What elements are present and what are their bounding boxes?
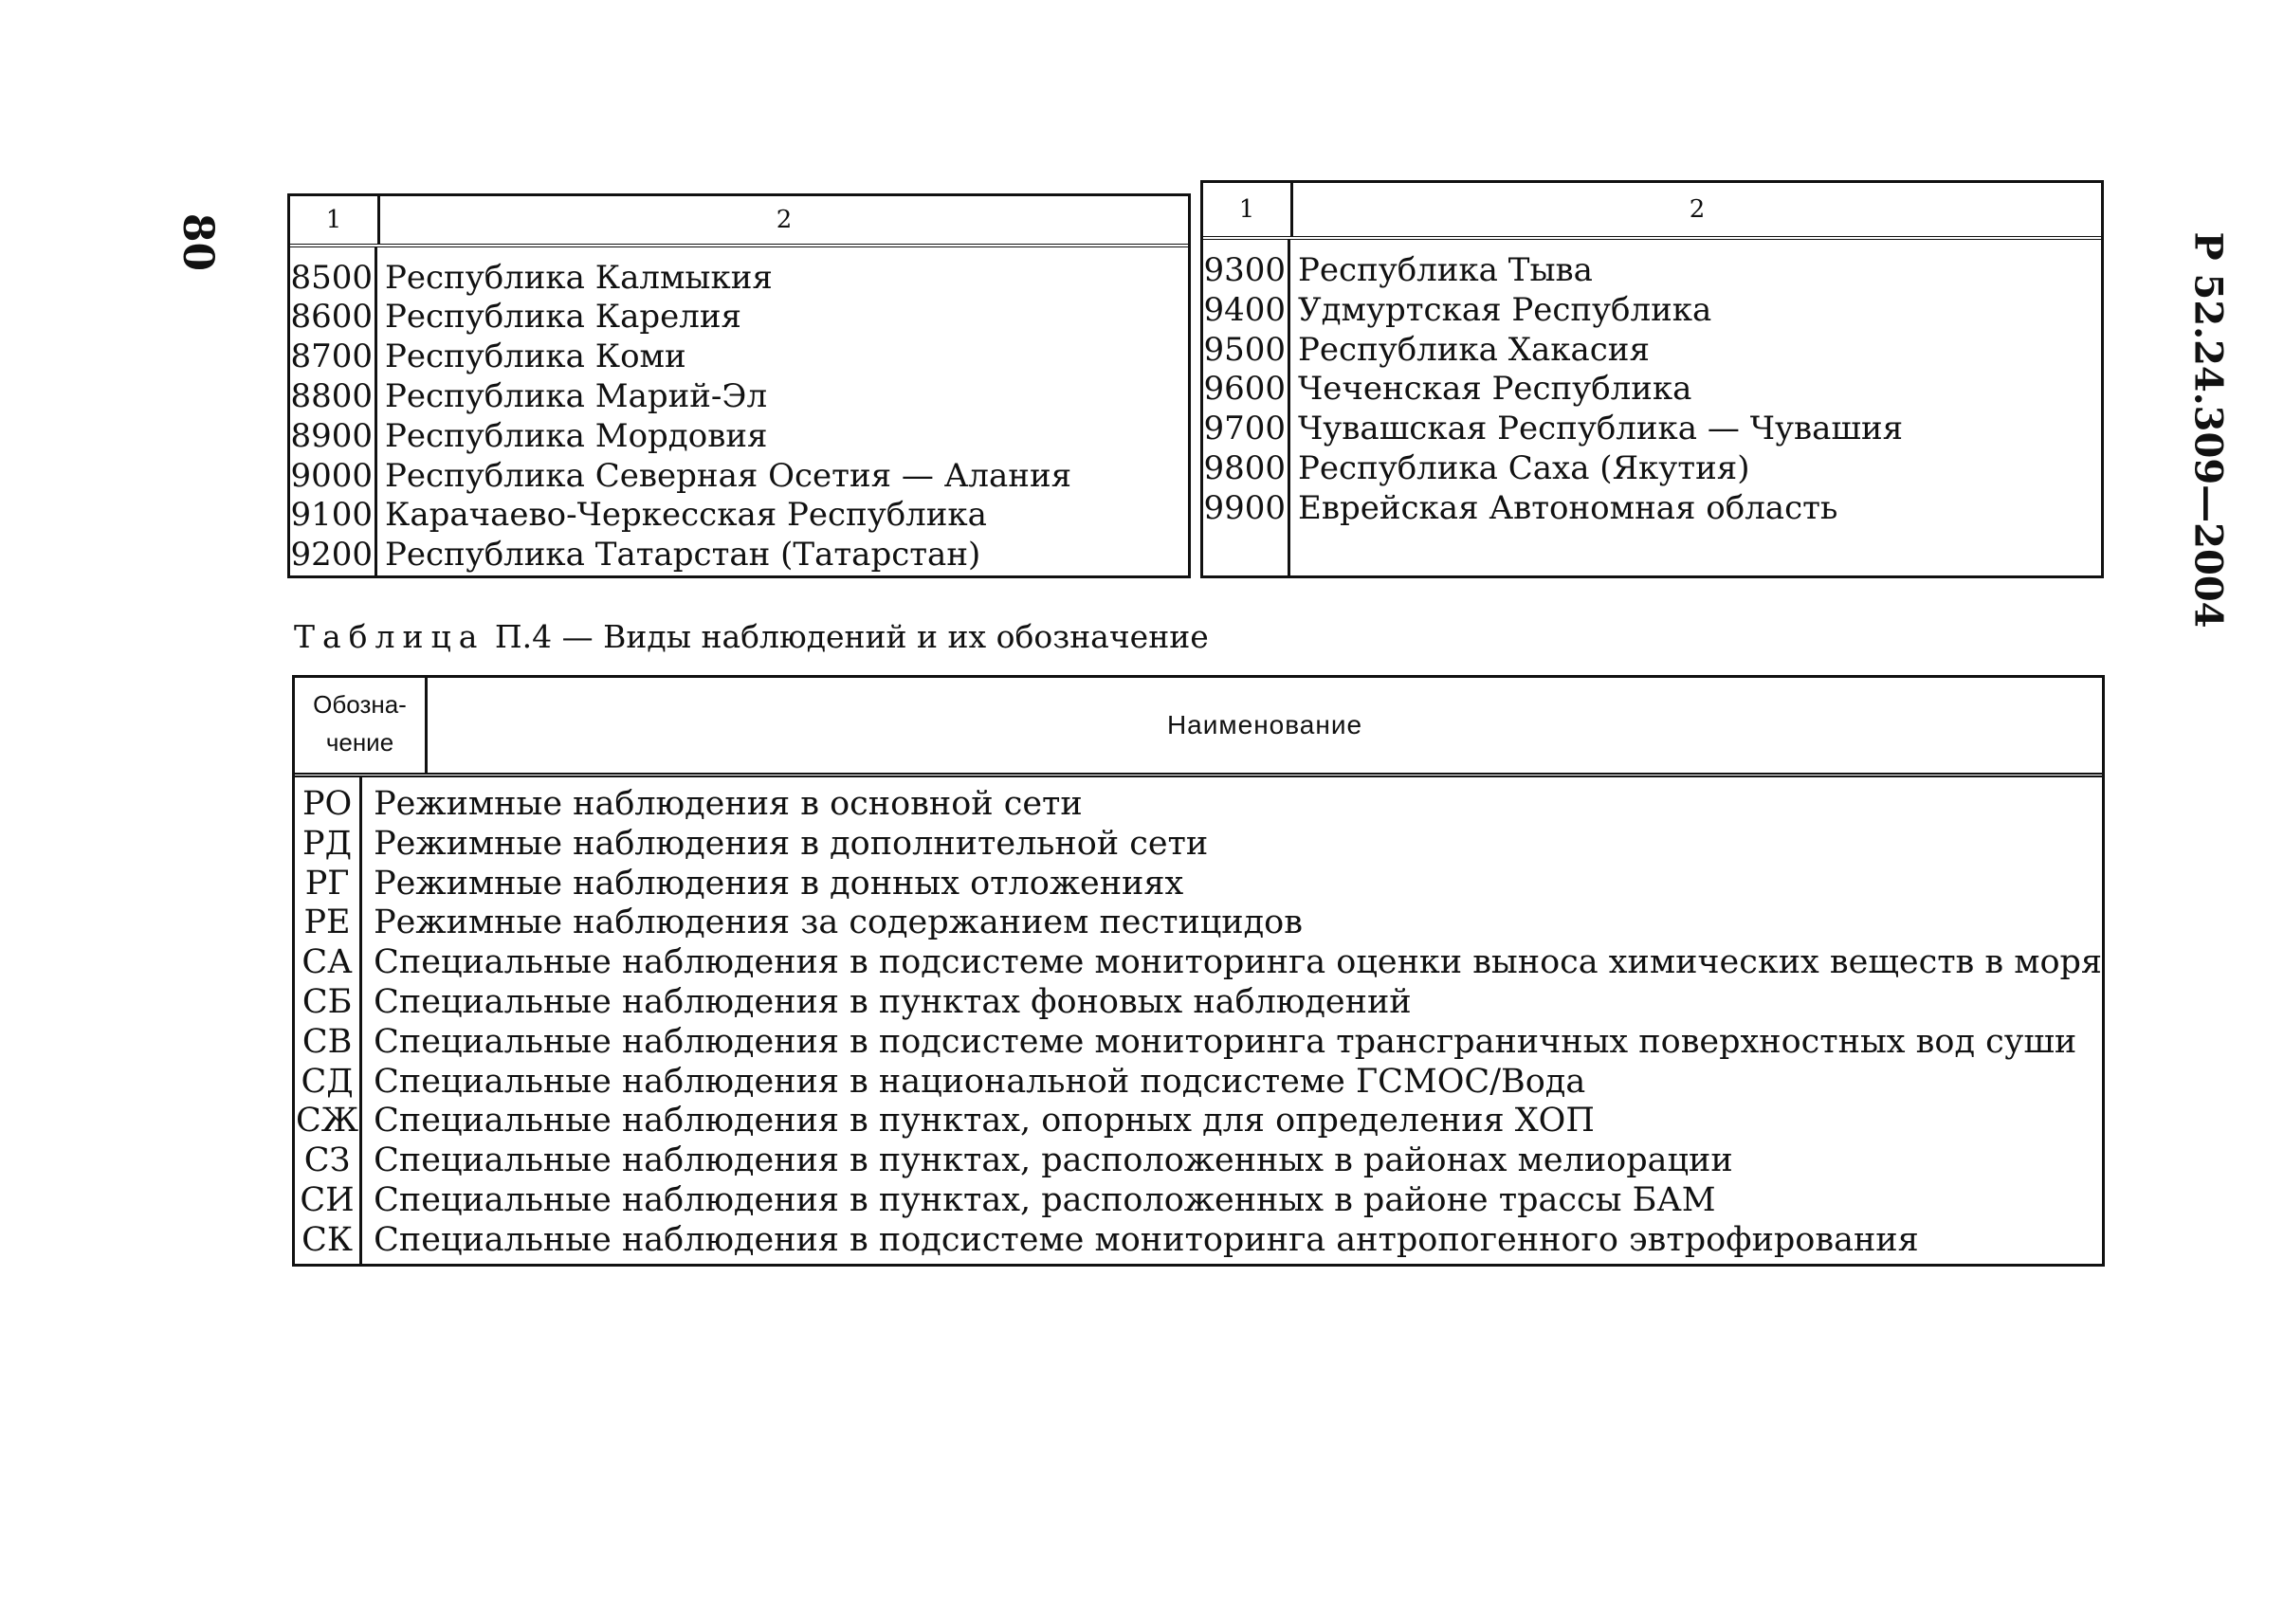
observation-name: Специальные наблюдения в пунктах, расположенных в районе трассы БАМ [374,1180,1716,1219]
region-code: 9500 [1203,330,1286,369]
observation-name: Режимные наблюдения в дополнительной сети [374,824,1209,863]
observation-name: Специальные наблюдения в пунктах фоновых наблюдений [374,982,1412,1021]
observation-code: РО [301,785,353,823]
header-col-2: 2 [1689,195,1706,224]
region-code: 9300 [1203,251,1286,289]
region-name: Еврейская Автономная область [1298,488,1838,527]
observation-code: СИ [300,1180,355,1219]
header-col-2: 2 [776,205,793,234]
observation-name: Специальные наблюдения в подсистеме мониторинга антропогенного эвтрофирования [374,1220,1919,1259]
region-code: 8500 [290,258,373,297]
observation-code: СВ [301,1022,353,1061]
header-code-line-2: чение [325,728,394,757]
region-name: Республика Коми [385,338,686,376]
code-column [1203,240,1290,575]
region-code: 9900 [1203,488,1286,527]
region-name: Республика Татарстан (Татарстан) [385,536,981,575]
observation-code: СК [301,1220,353,1259]
region-code: 8600 [290,298,373,337]
observation-code: СЖ [296,1102,359,1140]
name-column [362,777,2102,1264]
region-name: Республика Тыва [1298,251,1593,289]
header-code-line-1: Обозна- [313,690,407,719]
regions-table-right [1200,180,2104,578]
name-column [377,247,1188,575]
observation-code: СБ [301,982,353,1021]
region-name: Удмуртская Республика [1298,290,1712,329]
caption-prefix: Таблица [294,618,485,655]
observation-name: Специальные наблюдения в подсистеме мониторинга оценки выноса химических веществ в моря [374,943,2102,982]
code-column [295,777,362,1264]
observation-code: РГ [304,864,350,903]
header-code [295,678,428,773]
header-name: Наименование [1166,710,1363,739]
header-col-1: 1 [290,196,380,244]
table-header [295,678,2102,777]
region-code: 9700 [1203,410,1286,448]
table-caption [294,618,1209,655]
document-code: Р 52.24.309—2004 [2185,231,2231,629]
region-name: Республика Калмыкия [385,258,773,297]
region-name: Республика Саха (Якутия) [1298,448,1750,487]
observation-code: СД [301,1062,354,1101]
region-code: 9400 [1203,290,1286,329]
region-name: Республика Карелия [385,298,741,337]
region-code: 8700 [290,338,373,376]
table-body [290,247,1188,575]
code-column [290,247,377,575]
page-number: 80 [174,212,223,272]
regions-table [287,180,2104,578]
region-name: Республика Марий-Эл [385,377,768,416]
region-code: 9100 [290,496,373,535]
table-body [295,777,2102,1264]
observation-code: СЗ [303,1141,351,1180]
region-code: 8800 [290,377,373,416]
observation-name: Режимные наблюдения в основной сети [374,785,1083,823]
region-code: 9600 [1203,370,1286,409]
region-name: Республика Мордовия [385,416,768,455]
caption-text: П.4 — Виды наблюдений и их обозначение [484,618,1209,655]
observation-name: Режимные наблюдения за содержанием пестицидов [374,903,1303,942]
regions-table-left [287,193,1191,578]
table-body [1203,240,2101,575]
region-name: Республика Северная Осетия — Алания [385,456,1072,495]
observation-code: РД [302,824,353,863]
region-name: Республика Хакасия [1298,330,1650,369]
observations-table [292,675,2105,1267]
name-column [1290,240,2101,575]
observation-name: Специальные наблюдения в пунктах, расположенных в районах мелиорации [374,1141,1733,1180]
observation-name: Режимные наблюдения в донных отложениях [374,864,1184,903]
region-name: Чувашская Республика — Чувашия [1298,410,1904,448]
region-code: 9200 [290,536,373,575]
table-header [1203,183,2101,240]
observation-name: Специальные наблюдения в национальной подсистеме ГСМОС/Вода [374,1062,1586,1101]
region-code: 8900 [290,416,373,455]
observation-code: РЕ [303,903,351,942]
header-col-1: 1 [1203,183,1293,236]
observation-name: Специальные наблюдения в пунктах, опорных для определения ХОП [374,1102,1595,1140]
region-code: 9800 [1203,448,1286,487]
observation-code: СА [301,943,353,982]
region-code: 9000 [290,456,373,495]
region-name: Карачаево-Черкесская Республика [385,496,987,535]
region-name: Чеченская Республика [1298,370,1692,409]
table-header [290,196,1188,247]
observation-name: Специальные наблюдения в подсистеме мониторинга трансграничных поверхностных вод суши [374,1022,2077,1061]
